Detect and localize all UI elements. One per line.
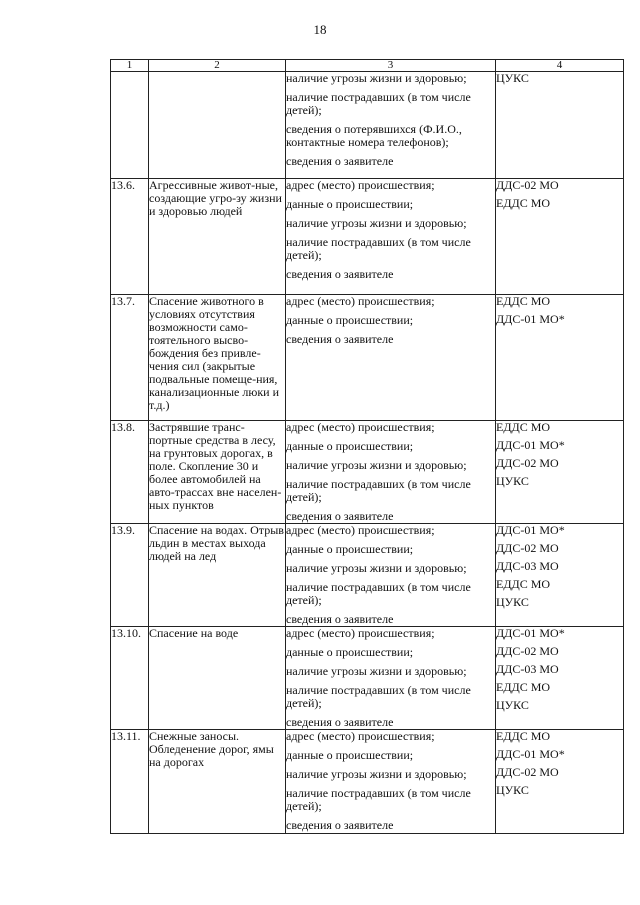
responsible-services-cell [496, 179, 624, 295]
incident-description: Агрессивные живот-ные, создающие угро-зу жизни и здоровью людей [149, 179, 286, 295]
required-info-item: сведения о заявителе [286, 154, 394, 168]
responsible-services-cell [496, 730, 624, 834]
responsible-service: ДДС-01 МО* [496, 523, 565, 537]
responsible-service: ЦУКС [496, 71, 529, 85]
item-number: 13.6. [111, 179, 149, 295]
required-info-item: адрес (место) происшествия; [286, 294, 435, 308]
responsible-service: ЕДДС МО [496, 729, 551, 743]
item-number: 13.9. [111, 524, 149, 627]
responsible-services-cell [496, 627, 624, 730]
item-number: 13.11. [111, 730, 149, 834]
required-info-item: сведения о потерявшихся (Ф.И.О., контактные номера телефонов); [286, 122, 462, 149]
required-info-item: наличие пострадавших (в том числе детей); [286, 235, 471, 262]
required-info-item: наличие угрозы жизни и здоровью; [286, 561, 467, 575]
responsible-service: ДДС-02 МО [496, 644, 559, 658]
required-info-item: наличие угрозы жизни и здоровью; [286, 664, 467, 678]
responsible-service: ДДС-01 МО* [496, 747, 565, 761]
required-info-item: сведения о заявителе [286, 332, 394, 346]
table-body [111, 72, 624, 834]
required-info-item: сведения о заявителе [286, 715, 394, 729]
required-info-item: данные о происшествии; [286, 542, 414, 556]
responsible-service: ЦУКС [496, 474, 529, 488]
required-info-item: наличие пострадавших (в том числе детей); [286, 683, 471, 710]
responsible-services-cell [496, 524, 624, 627]
required-info-item: сведения о заявителе [286, 612, 394, 626]
responsible-service: ЕДДС МО [496, 196, 551, 210]
responsible-service: ЕДДС МО [496, 420, 551, 434]
required-info-item: данные о происшествии; [286, 748, 414, 762]
required-info-item: сведения о заявителе [286, 818, 394, 832]
table-row [111, 179, 624, 295]
responsible-services-cell [496, 421, 624, 524]
responsible-services-cell [496, 72, 624, 179]
page-number: 18 [313, 22, 327, 37]
responsible-service: ДДС-01 МО* [496, 312, 565, 326]
column-header: 4 [496, 60, 624, 72]
required-info-item: наличие пострадавших (в том числе детей); [286, 477, 471, 504]
required-info-item: наличие пострадавших (в том числе детей); [286, 786, 471, 813]
required-info-item: данные о происшествии; [286, 313, 414, 327]
responsible-service: ДДС-01 МО* [496, 626, 565, 640]
item-number [111, 72, 149, 179]
table-row [111, 524, 624, 627]
responsible-service: ЦУКС [496, 595, 529, 609]
table-row [111, 627, 624, 730]
required-info-item: адрес (место) происшествия; [286, 729, 435, 743]
responsible-service: ДДС-03 МО [496, 559, 559, 573]
required-info-item: наличие угрозы жизни и здоровью; [286, 767, 467, 781]
incident-description: Спасение животного в условиях отсутствия возможности само-тоятельного высво-бождения без привле-чения сил (закрытые подвальные помеще-ния, канализационные люки и т.д.) [149, 295, 286, 421]
required-info-item: адрес (место) происшествия; [286, 178, 435, 192]
incident-description: Снежные заносы. Обледенение дорог, ямы на дорогах [149, 730, 286, 834]
required-info-item: адрес (место) происшествия; [286, 523, 435, 537]
required-info-item: адрес (место) происшествия; [286, 626, 435, 640]
responsible-service: ДДС-02 МО [496, 541, 559, 555]
column-header: 3 [286, 60, 496, 72]
required-info-cell [286, 421, 496, 524]
incident-description: Застрявшие транс-портные средства в лесу, на грунтовых дорогах, в поле. Скопление 30 и более автомобилей на авто-трассах вне населен-ных пунктов [149, 421, 286, 524]
item-number: 13.10. [111, 627, 149, 730]
table-row [111, 72, 624, 179]
required-info-cell [286, 524, 496, 627]
responsible-service: ЕДДС МО [496, 577, 551, 591]
required-info-cell [286, 627, 496, 730]
required-info-item: наличие пострадавших (в том числе детей); [286, 90, 471, 117]
required-info-cell [286, 179, 496, 295]
responsible-service: ЦУКС [496, 698, 529, 712]
responsible-service: ДДС-01 МО* [496, 438, 565, 452]
item-number: 13.8. [111, 421, 149, 524]
responsible-service: ДДС-02 МО [496, 456, 559, 470]
incident-table [110, 59, 624, 834]
required-info-item: данные о происшествии; [286, 197, 414, 211]
required-info-cell [286, 730, 496, 834]
required-info-item: сведения о заявителе [286, 267, 394, 281]
required-info-item: наличие угрозы жизни и здоровью; [286, 71, 467, 85]
item-number: 13.7. [111, 295, 149, 421]
responsible-service: ДДС-02 МО [496, 178, 559, 192]
required-info-item: наличие угрозы жизни и здоровью; [286, 458, 467, 472]
column-header: 2 [149, 60, 286, 72]
table-row [111, 421, 624, 524]
required-info-item: сведения о заявителе [286, 509, 394, 523]
responsible-service: ЕДДС МО [496, 680, 551, 694]
table-row [111, 295, 624, 421]
required-info-item: данные о происшествии; [286, 645, 414, 659]
responsible-services-cell [496, 295, 624, 421]
responsible-service: ЕДДС МО [496, 294, 551, 308]
column-header-row [111, 60, 624, 72]
required-info-item: адрес (место) происшествия; [286, 420, 435, 434]
responsible-service: ЦУКС [496, 783, 529, 797]
responsible-service: ДДС-02 МО [496, 765, 559, 779]
required-info-item: наличие пострадавших (в том числе детей); [286, 580, 471, 607]
incident-description [149, 72, 286, 179]
required-info-item: наличие угрозы жизни и здоровью; [286, 216, 467, 230]
required-info-cell [286, 72, 496, 179]
incident-description: Спасение на воде [149, 627, 286, 730]
responsible-service: ДДС-03 МО [496, 662, 559, 676]
incident-description: Спасение на водах. Отрыв льдин в местах выхода людей на лед [149, 524, 286, 627]
column-header: 1 [111, 60, 149, 72]
table-row [111, 730, 624, 834]
required-info-cell [286, 295, 496, 421]
required-info-item: данные о происшествии; [286, 439, 414, 453]
